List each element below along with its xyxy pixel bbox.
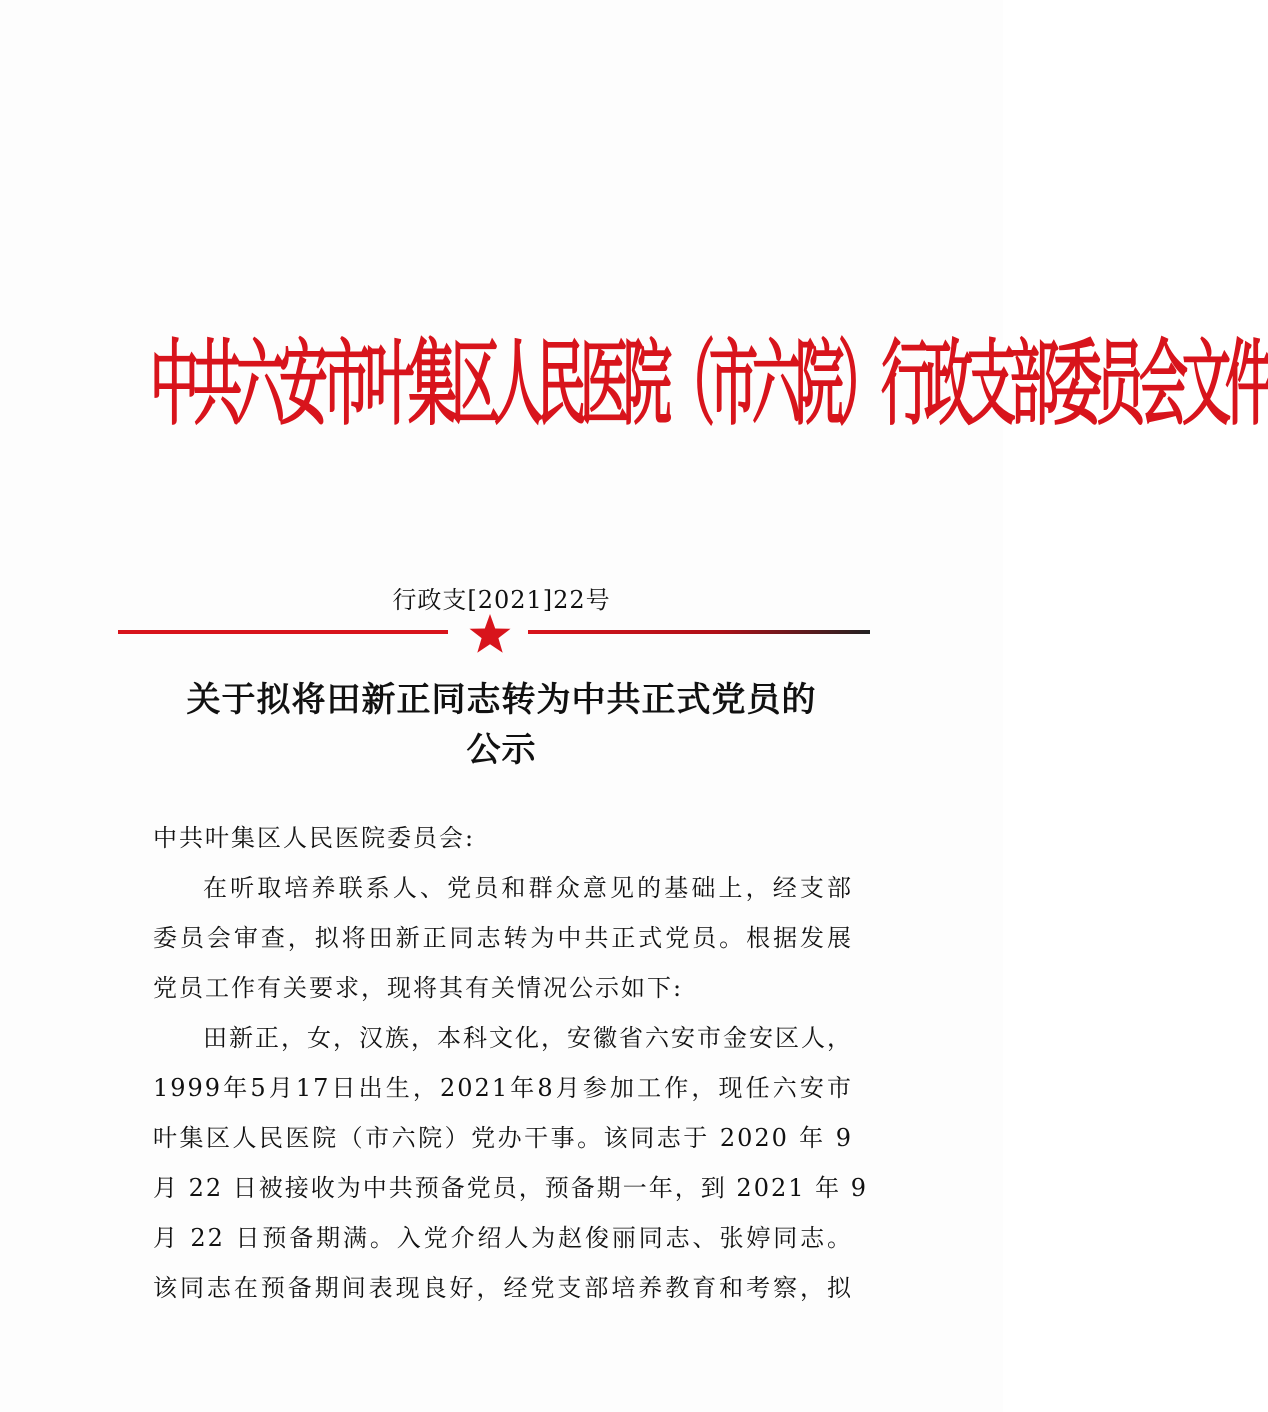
red-divider-left <box>118 630 448 634</box>
body-line-3: 党员工作有关要求，现将其有关情况公示如下: <box>153 974 684 1002</box>
body-line-4: 田新正，女，汉族，本科文化，安徽省六安市金安区人， <box>203 1024 853 1052</box>
body-line-8: 月 22 日预备期满。入党介绍人为赵俊丽同志、张婷同志。 <box>153 1224 853 1252</box>
body-line-6: 叶集区人民医院（市六院）党办干事。该同志于 2020 年 9 <box>153 1124 853 1152</box>
document-title-line-2: 公示 <box>466 730 537 770</box>
masthead-title: 中共六安市叶集区人民医院（市六院）行政支部委员会文件 <box>150 330 1268 439</box>
star-icon <box>468 612 512 656</box>
document-number: 行政支[2021]22号 <box>392 586 611 614</box>
salutation: 中共叶集区人民医院委员会: <box>153 824 476 852</box>
body-line-2: 委员会审查，拟将田新正同志转为中共正式党员。根据发展 <box>153 924 853 952</box>
body-line-1: 在听取培养联系人、党员和群众意见的基础上，经支部 <box>203 874 853 902</box>
document-title-line-1: 关于拟将田新正同志转为中共正式党员的 <box>186 680 817 720</box>
body-line-5: 1999年5月17日出生，2021年8月参加工作，现任六安市 <box>153 1074 853 1102</box>
red-divider-right <box>528 630 870 634</box>
body-line-9: 该同志在预备期间表现良好，经党支部培养教育和考察，拟 <box>153 1274 853 1302</box>
body-line-7: 月 22 日被接收为中共预备党员，预备期一年，到 2021 年 9 <box>153 1174 869 1202</box>
star-shape <box>470 614 511 653</box>
